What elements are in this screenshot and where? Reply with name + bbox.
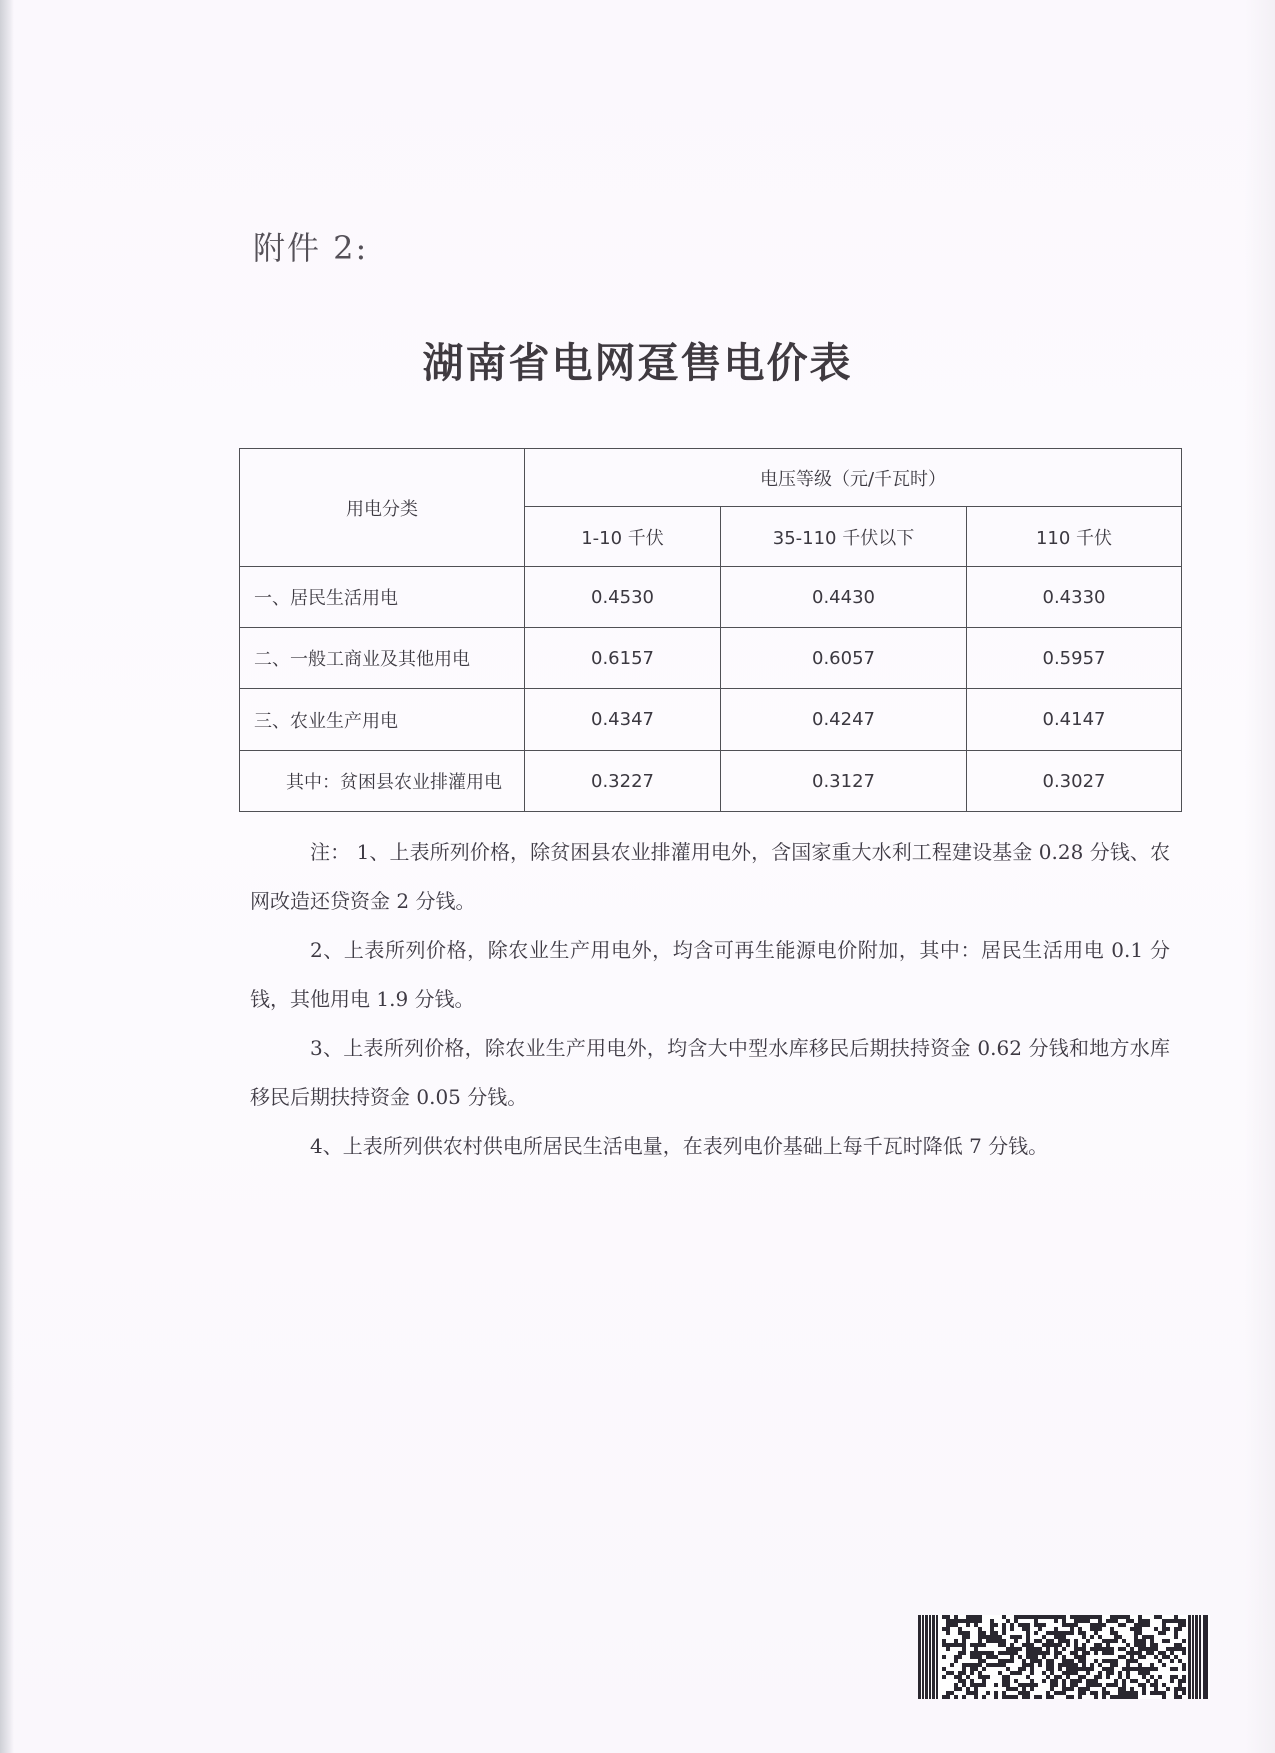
note-paragraph: 2、上表所列价格，除农业生产用电外，均含可再生能源电价附加，其中：居民生活用电 0.1 分钱，其他用电 1.9 分钱。	[250, 938, 1170, 1011]
price-cell: 0.5957	[967, 628, 1182, 689]
price-cell: 0.4347	[525, 689, 721, 751]
price-cell: 0.4247	[721, 689, 967, 751]
corner-header: 用电分类	[240, 449, 525, 567]
note-paragraph: 注： 1、上表所列价格，除贫困县农业排灌用电外，含国家重大水利工程建设基金 0.28 分钱、农网改造还贷资金 2 分钱。	[250, 840, 1170, 913]
attachment-label: 附件 2:	[253, 229, 369, 267]
price-cell: 0.6057	[721, 628, 967, 689]
scan-edge-right	[1245, 0, 1275, 1753]
price-cell: 0.4330	[967, 567, 1182, 628]
scan-edge-left	[0, 0, 14, 1753]
price-cell: 0.3127	[721, 751, 967, 812]
voltage-header: 电压等级（元/千瓦时）	[525, 449, 1182, 507]
document-title: 湖南省电网趸售电价表	[422, 339, 853, 387]
qr-code-icon	[918, 1615, 1210, 1699]
notes-section	[250, 828, 1170, 1171]
table-row	[240, 751, 1182, 812]
column-header-110kv: 110 千伏	[967, 507, 1182, 567]
table-row	[240, 567, 1182, 628]
note-paragraph: 3、上表所列价格，除农业生产用电外，均含大中型水库移民后期扶持资金 0.62 分钱和地方水库移民后期扶持资金 0.05 分钱。	[250, 1036, 1170, 1109]
row-category: 其中：贫困县农业排灌用电	[240, 751, 525, 812]
table-row	[240, 689, 1182, 751]
column-header-1-10kv: 1-10 千伏	[525, 507, 721, 567]
price-table	[239, 448, 1182, 812]
price-cell: 0.6157	[525, 628, 721, 689]
price-cell: 0.4430	[721, 567, 967, 628]
table-header-row	[240, 449, 1182, 507]
price-cell: 0.4147	[967, 689, 1182, 751]
row-category: 一、居民生活用电	[240, 567, 525, 628]
row-category: 二、一般工商业及其他用电	[240, 628, 525, 689]
column-header-35-110kv: 35-110 千伏以下	[721, 507, 967, 567]
price-cell: 0.3027	[967, 751, 1182, 812]
table-row	[240, 628, 1182, 689]
note-paragraph: 4、上表所列供农村供电所居民生活电量，在表列电价基础上每千瓦时降低 7 分钱。	[310, 1134, 1049, 1158]
price-cell: 0.3227	[525, 751, 721, 812]
row-category: 三、农业生产用电	[240, 689, 525, 751]
price-cell: 0.4530	[525, 567, 721, 628]
